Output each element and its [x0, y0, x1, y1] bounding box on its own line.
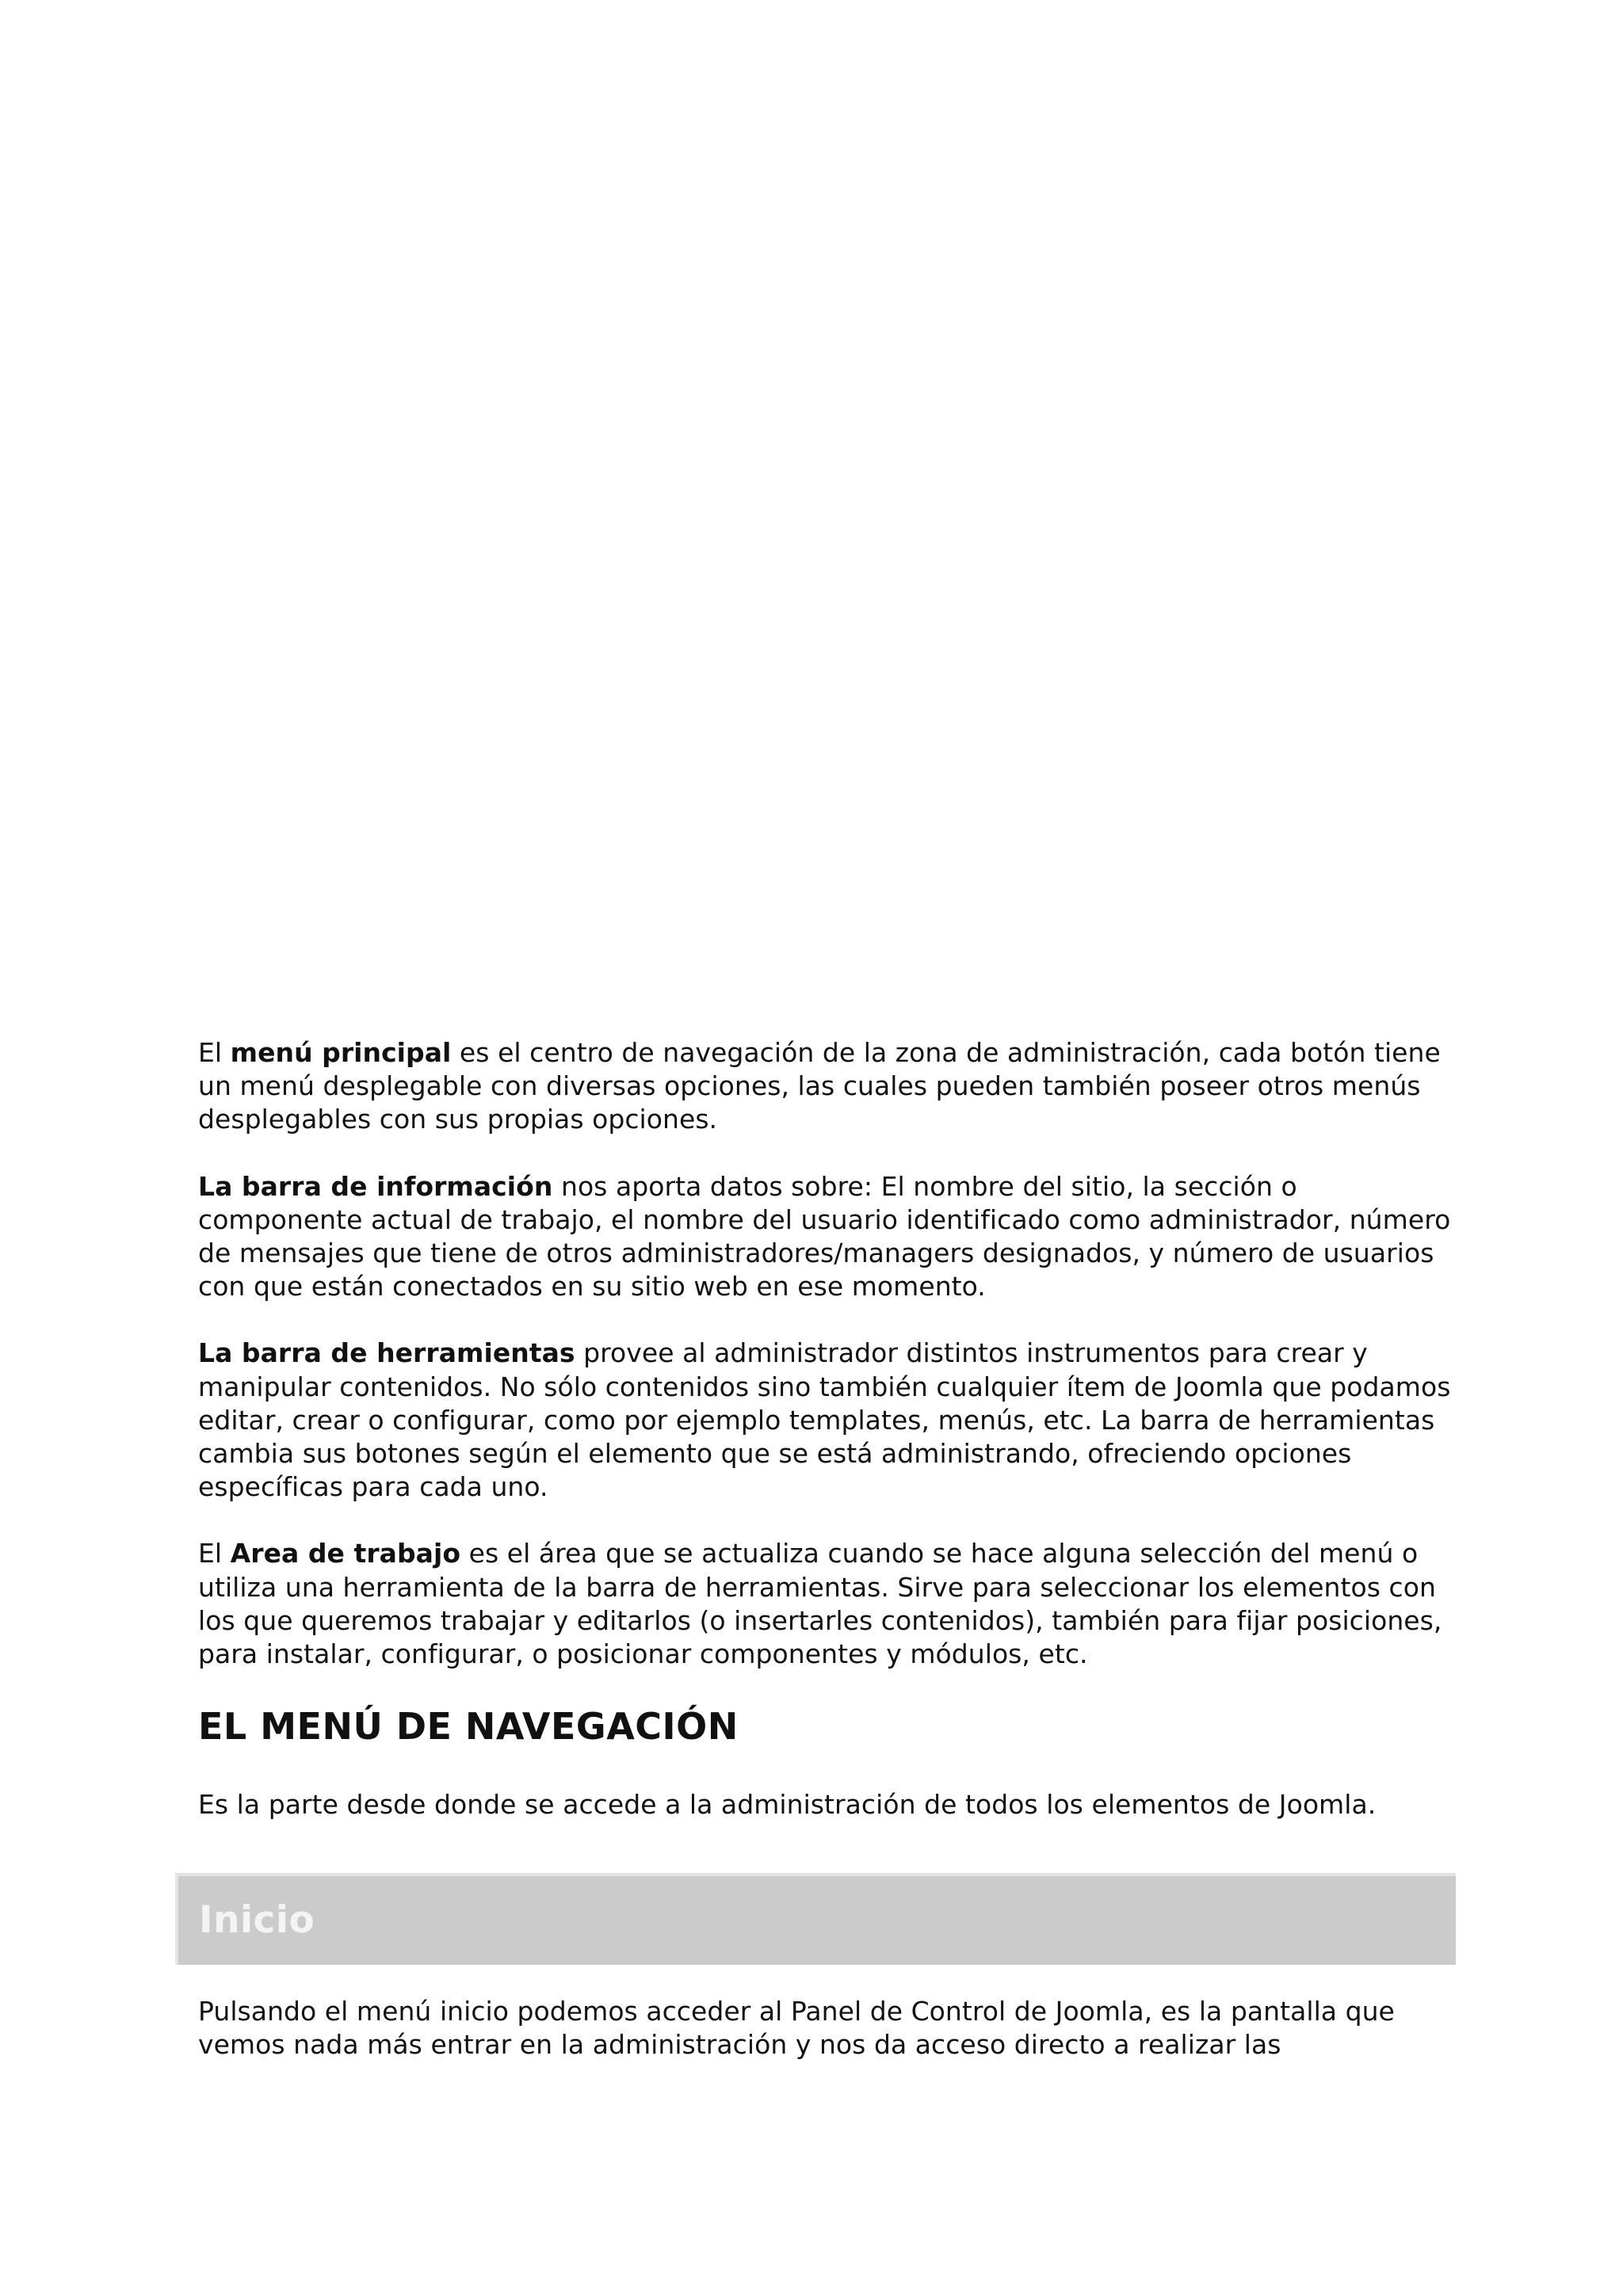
heading-spacer	[198, 1749, 1466, 1788]
bold-term: menú principal	[230, 1037, 452, 1068]
bold-term: Area de trabajo	[230, 1538, 461, 1569]
paragraph-prefix: El	[198, 1037, 231, 1068]
closing-paragraph: Pulsando el menú inicio podemos acceder al Panel de Control de Joomla, es la pantalla que vemos nada más entrar en la administración y nos da acceso directo a realizar las	[198, 1996, 1395, 2061]
paragraph-area-trabajo	[198, 1537, 1466, 1671]
paragraph-barra-herramientas	[198, 1337, 1466, 1504]
section-intro: Es la parte desde donde se accede a la administración de todos los elementos de Joomla.	[198, 1789, 1377, 1821]
paragraph-menu-principal	[198, 1036, 1466, 1137]
paragraph-text: provee al administrador distintos instrumentos para crear y manipular contenidos. No sólo contenidos sino también cualquier ítem de Joomla que podamos editar, crear o configurar, como por ejemplo templates, menús, etc. La barra de herramientas cambia sus botones según el elemento que se está administrando, ofreciendo opciones específicas para cada uno.	[198, 1337, 1451, 1503]
subsection-body	[198, 1995, 1466, 2095]
document-body	[198, 1036, 1466, 1855]
bold-term: La barra de herramientas	[198, 1337, 575, 1369]
bold-term: La barra de información	[198, 1170, 553, 1202]
paragraph-text: es el centro de navegación de la zona de administración, cada botón tiene un menú desplegable con diversas opciones, las cuales pueden también poseer otros menús desplegables con sus propias opciones.	[198, 1037, 1441, 1135]
paragraph-text: es el área que se actualiza cuando se hace alguna selección del menú o utiliza una herramienta de la barra de herramientas. Sirve para seleccionar los elementos con los que queremos trabajar y editarlos (o insertarles contenidos), también para fijar posiciones, para instalar, configurar, o posicionar componentes y módulos, etc.	[198, 1538, 1442, 1670]
paragraph-text: nos aporta datos sobre: El nombre del sitio, la sección o componente actual de trabajo, el nombre del usuario identificado como administrador, número de mensajes que tiene de otros administradores/managers designados, y número de usuarios con que están conectados en su sitio web en ese momento.	[198, 1170, 1451, 1302]
section-heading: EL MENÚ DE NAVEGACIÓN	[198, 1705, 739, 1749]
subsection-bar	[175, 1873, 1456, 1965]
paragraph-barra-informacion	[198, 1170, 1466, 1304]
subsection-title: Inicio	[199, 1898, 315, 1942]
paragraph-prefix: El	[198, 1538, 231, 1569]
